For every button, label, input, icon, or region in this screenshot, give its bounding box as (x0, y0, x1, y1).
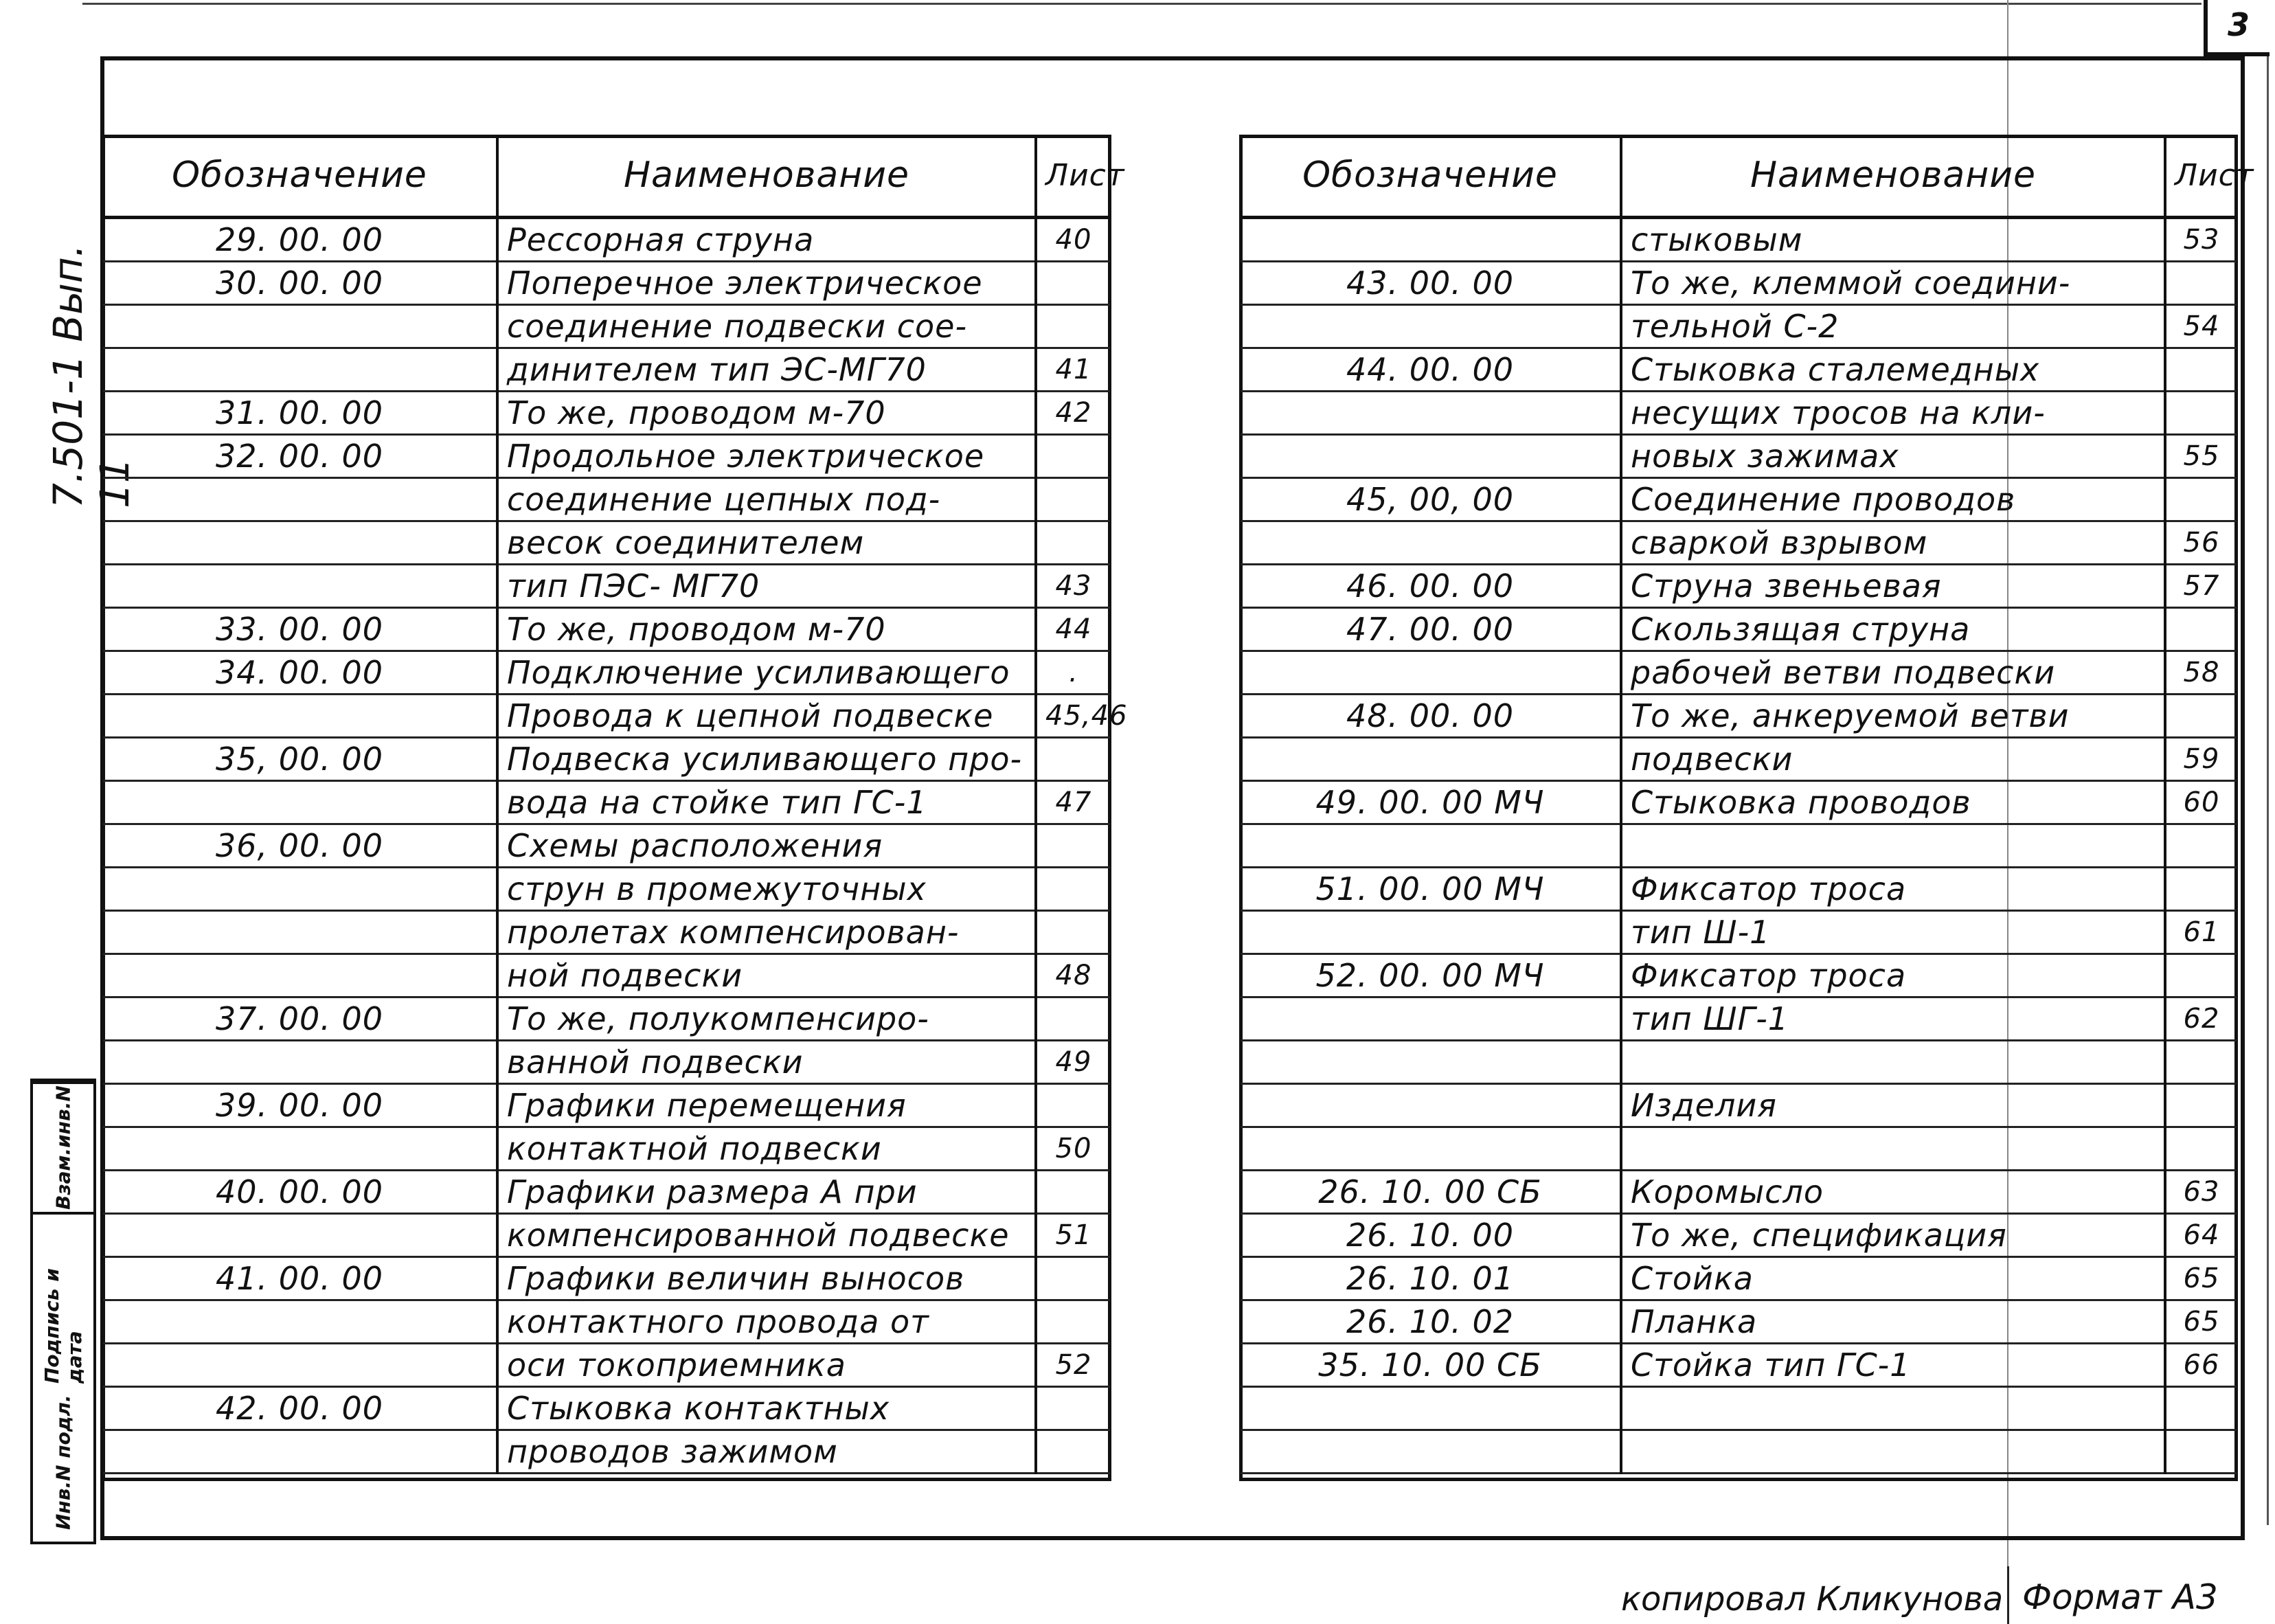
cell-name: динителем тип ЭС-МГ70 (497, 348, 1036, 392)
cell-name: Продольное электрическое (497, 435, 1036, 478)
cell-name (1621, 1387, 2165, 1430)
cell-sheet (1036, 1084, 1110, 1127)
table-row (103, 738, 1110, 781)
cell-designation (1241, 218, 1621, 262)
cell-designation: 36, 00. 00 (103, 824, 497, 868)
table-row (103, 262, 1110, 305)
footer-separator (2007, 1566, 2009, 1624)
cell-designation (1241, 392, 1621, 435)
cell-name: То же, спецификация (1621, 1214, 2165, 1257)
table-row (1241, 868, 2237, 911)
cell-designation (103, 1300, 497, 1344)
cell-sheet (2165, 1430, 2237, 1474)
cell-sheet: 48 (1036, 954, 1110, 997)
cell-sheet: 65 (2165, 1300, 2237, 1344)
cell-designation: 29. 00. 00 (103, 218, 497, 262)
cell-designation (1241, 1127, 1621, 1171)
table-row (1241, 392, 2237, 435)
cell-name: оси токоприемника (497, 1344, 1036, 1387)
cell-name (1621, 1127, 2165, 1171)
cell-name: Скользящая струна (1621, 608, 2165, 651)
table-row (1241, 565, 2237, 608)
cell-sheet: 43 (1036, 565, 1110, 608)
cell-name: ной подвески (497, 954, 1036, 997)
cell-designation: 40. 00. 00 (103, 1171, 497, 1214)
cell-name: тельной С-2 (1621, 305, 2165, 348)
cell-sheet (1036, 997, 1110, 1041)
cell-sheet (1036, 911, 1110, 954)
cell-sheet (1036, 868, 1110, 911)
copied-by-note: копировал Кликунова (1621, 1580, 2004, 1619)
cell-name: Подключение усиливающего (497, 651, 1036, 695)
cell-designation (103, 1344, 497, 1387)
table-row (103, 1041, 1110, 1084)
cell-designation: 31. 00. 00 (103, 392, 497, 435)
cell-sheet: 40 (1036, 218, 1110, 262)
table-row (103, 1171, 1110, 1214)
cell-sheet (2165, 478, 2237, 521)
cell-name: Графики перемещения (497, 1084, 1036, 1127)
cell-designation: 35. 10. 00 СБ (1241, 1344, 1621, 1387)
table-row (1241, 781, 2237, 824)
header-name: Наименование (497, 135, 1036, 218)
cell-designation (103, 348, 497, 392)
cell-designation: 44. 00. 00 (1241, 348, 1621, 392)
cell-designation: 26. 10. 00 (1241, 1214, 1621, 1257)
cell-sheet: 53 (2165, 218, 2237, 262)
cell-name: несущих тросов на кли- (1621, 392, 2165, 435)
cell-designation (1241, 997, 1621, 1041)
table-row (103, 1300, 1110, 1344)
cell-designation: 52. 00. 00 МЧ (1241, 954, 1621, 997)
table-row (103, 1214, 1110, 1257)
cell-name: контактного провода от (497, 1300, 1036, 1344)
table-row (1241, 954, 2237, 997)
cell-designation: 33. 00. 00 (103, 608, 497, 651)
cell-designation (103, 521, 497, 565)
cell-designation (1241, 1430, 1621, 1474)
cell-name: тип Ш-1 (1621, 911, 2165, 954)
cell-sheet (2165, 392, 2237, 435)
cell-sheet: 66 (2165, 1344, 2237, 1387)
cell-name: контактной подвески (497, 1127, 1036, 1171)
cell-designation (1241, 305, 1621, 348)
right-edge-line (2267, 55, 2269, 1525)
cell-name: Изделия (1621, 1084, 2165, 1127)
cell-sheet (2165, 868, 2237, 911)
cell-designation (103, 781, 497, 824)
table-row (1241, 305, 2237, 348)
table-row (103, 1084, 1110, 1127)
cell-designation: 39. 00. 00 (103, 1084, 497, 1127)
cell-name: соединение цепных под- (497, 478, 1036, 521)
header-sheet: Лист (1036, 135, 1110, 218)
cell-designation (103, 1127, 497, 1171)
table-row (1241, 911, 2237, 954)
cell-name: Подвеска усиливающего про- (497, 738, 1036, 781)
table-row (103, 435, 1110, 478)
cell-designation (103, 1430, 497, 1474)
cell-name: Провода к цепной подвеске (497, 695, 1036, 738)
table-row (103, 1387, 1110, 1430)
cell-sheet (2165, 1084, 2237, 1127)
table-row (1241, 695, 2237, 738)
cell-name: сваркой взрывом (1621, 521, 2165, 565)
table-row (103, 392, 1110, 435)
table-row (103, 1430, 1110, 1474)
cell-sheet (1036, 478, 1110, 521)
binding-cell-replacement: Взам.инв.N (33, 1081, 93, 1212)
cell-name: То же, анкеруемой ветви (1621, 695, 2165, 738)
table-row (1241, 478, 2237, 521)
cell-designation (1241, 911, 1621, 954)
cell-name: Соединение проводов (1621, 478, 2165, 521)
cell-name: Планка (1621, 1300, 2165, 1344)
cell-name: тип ШГ-1 (1621, 997, 2165, 1041)
cell-designation (103, 954, 497, 997)
cell-name: Стыковка сталемедных (1621, 348, 2165, 392)
cell-sheet (2165, 608, 2237, 651)
cell-sheet (1036, 1257, 1110, 1300)
table-row (103, 1257, 1110, 1300)
header-designation: Обозначение (1241, 135, 1621, 218)
cell-sheet: 65 (2165, 1257, 2237, 1300)
cell-name: Рессорная струна (497, 218, 1036, 262)
cell-designation (103, 565, 497, 608)
table-row (1241, 218, 2237, 262)
cell-name: ванной подвески (497, 1041, 1036, 1084)
cell-sheet: 49 (1036, 1041, 1110, 1084)
cell-designation: 48. 00. 00 (1241, 695, 1621, 738)
table-row (1241, 1300, 2237, 1344)
header-designation: Обозначение (103, 135, 497, 218)
cell-sheet: 55 (2165, 435, 2237, 478)
cell-name: тип ПЭС- МГ70 (497, 565, 1036, 608)
format-note: Формат А3 (2022, 1577, 2218, 1617)
table-row (103, 695, 1110, 738)
header-sheet: Лист (2165, 135, 2237, 218)
cell-designation (1241, 738, 1621, 781)
cell-name: подвески (1621, 738, 2165, 781)
cell-designation (103, 478, 497, 521)
table-row (103, 824, 1110, 868)
table-row (1241, 997, 2237, 1041)
cell-name: компенсированной подвеске (497, 1214, 1036, 1257)
cell-sheet: 51 (1036, 1214, 1110, 1257)
cell-designation: 35, 00. 00 (103, 738, 497, 781)
cell-designation (1241, 824, 1621, 868)
table-row (103, 1127, 1110, 1171)
cell-designation: 37. 00. 00 (103, 997, 497, 1041)
cell-name: струн в промежуточных (497, 868, 1036, 911)
cell-name (1621, 824, 2165, 868)
table-header-row (1241, 135, 2237, 218)
table-row (103, 651, 1110, 695)
cell-designation (103, 1214, 497, 1257)
table-row (1241, 1387, 2237, 1430)
table-row (1241, 1344, 2237, 1387)
cell-sheet (2165, 262, 2237, 305)
cell-name (1621, 1430, 2165, 1474)
cell-name: Схемы расположения (497, 824, 1036, 868)
cell-designation (1241, 1084, 1621, 1127)
cell-sheet: 56 (2165, 521, 2237, 565)
binding-strip (30, 1079, 96, 1544)
cell-name: Графики величин выносов (497, 1257, 1036, 1300)
binding-cell-inventory: Инв.N подл. (52, 1395, 75, 1531)
cell-designation (1241, 1387, 1621, 1430)
header-name: Наименование (1621, 135, 2165, 218)
cell-name: Стойка тип ГС-1 (1621, 1344, 2165, 1387)
cell-designation: 41. 00. 00 (103, 1257, 497, 1300)
right-table-body (1241, 218, 2237, 1474)
table-row (1241, 738, 2237, 781)
table-row (1241, 1214, 2237, 1257)
cell-sheet: . (1036, 651, 1110, 695)
cell-designation: 42. 00. 00 (103, 1387, 497, 1430)
cell-name: Графики размера А при (497, 1171, 1036, 1214)
document-code-stamp: 7.501-1 Вып. 11 (45, 244, 138, 508)
cell-sheet: 41 (1036, 348, 1110, 392)
cell-name: Стойка (1621, 1257, 2165, 1300)
table-row (103, 348, 1110, 392)
cell-sheet: 45,46 (1036, 695, 1110, 738)
cell-designation (1241, 521, 1621, 565)
cell-sheet (2165, 1041, 2237, 1084)
cell-sheet (1036, 521, 1110, 565)
cell-sheet (1036, 262, 1110, 305)
table-row (1241, 824, 2237, 868)
cell-sheet (1036, 1300, 1110, 1344)
table-row (103, 868, 1110, 911)
cell-designation (1241, 651, 1621, 695)
cell-sheet: 52 (1036, 1344, 1110, 1387)
cell-name: пролетах компенсирован- (497, 911, 1036, 954)
table-row (103, 565, 1110, 608)
cell-sheet (2165, 348, 2237, 392)
page-number: 3 (2204, 0, 2270, 56)
table-row (1241, 348, 2237, 392)
cell-designation: 34. 00. 00 (103, 651, 497, 695)
cell-designation: 46. 00. 00 (1241, 565, 1621, 608)
table-row (1241, 608, 2237, 651)
right-spec-table (1241, 135, 2254, 1474)
cell-designation (1241, 1041, 1621, 1084)
cell-name: рабочей ветви подвески (1621, 651, 2165, 695)
table-row (103, 521, 1110, 565)
cell-designation (103, 695, 497, 738)
cell-sheet (1036, 305, 1110, 348)
table-row (103, 954, 1110, 997)
cell-sheet (1036, 1171, 1110, 1214)
table-row (103, 781, 1110, 824)
cell-sheet (1036, 1387, 1110, 1430)
cell-name (1621, 1041, 2165, 1084)
cell-name: То же, проводом м-70 (497, 392, 1036, 435)
cell-designation (1241, 435, 1621, 478)
cell-name: То же, полукомпенсиро- (497, 997, 1036, 1041)
cell-designation: 51. 00. 00 МЧ (1241, 868, 1621, 911)
cell-name: Поперечное электрическое (497, 262, 1036, 305)
top-margin-line (82, 3, 2202, 5)
cell-designation: 49. 00. 00 МЧ (1241, 781, 1621, 824)
cell-name: вода на стойке тип ГС-1 (497, 781, 1036, 824)
cell-designation (103, 911, 497, 954)
cell-name: стыковым (1621, 218, 2165, 262)
cell-sheet: 64 (2165, 1214, 2237, 1257)
cell-designation: 26. 10. 02 (1241, 1300, 1621, 1344)
cell-designation (103, 305, 497, 348)
table-row (1241, 651, 2237, 695)
binding-cell-signature: Подпись и дата (33, 1212, 93, 1384)
cell-name: Стыковка проводов (1621, 781, 2165, 824)
cell-sheet: 58 (2165, 651, 2237, 695)
cell-sheet (2165, 1127, 2237, 1171)
cell-name: То же, клеммой соедини- (1621, 262, 2165, 305)
table-row (1241, 1171, 2237, 1214)
table-row (1241, 435, 2237, 478)
cell-sheet: 63 (2165, 1171, 2237, 1214)
cell-sheet: 42 (1036, 392, 1110, 435)
cell-sheet: 57 (2165, 565, 2237, 608)
cell-sheet: 59 (2165, 738, 2237, 781)
table-row (1241, 521, 2237, 565)
cell-sheet: 47 (1036, 781, 1110, 824)
left-table-body (103, 218, 1128, 1474)
table-row (103, 1344, 1110, 1387)
cell-name: Стыковка контактных (497, 1387, 1036, 1430)
cell-designation (103, 1041, 497, 1084)
cell-sheet (2165, 1387, 2237, 1430)
cell-sheet (2165, 954, 2237, 997)
cell-designation: 26. 10. 00 СБ (1241, 1171, 1621, 1214)
cell-name: Струна звеньевая (1621, 565, 2165, 608)
cell-designation: 32. 00. 00 (103, 435, 497, 478)
cell-sheet (1036, 1430, 1110, 1474)
cell-sheet (2165, 695, 2237, 738)
table-row (1241, 262, 2237, 305)
cell-sheet (1036, 824, 1110, 868)
cell-sheet (1036, 738, 1110, 781)
cell-name: новых зажимах (1621, 435, 2165, 478)
table-row (1241, 1041, 2237, 1084)
cell-name: весок соединителем (497, 521, 1036, 565)
cell-sheet: 54 (2165, 305, 2237, 348)
table-header-row (103, 135, 1110, 218)
table-row (103, 218, 1110, 262)
table-row (1241, 1084, 2237, 1127)
table-row (103, 478, 1110, 521)
cell-sheet: 62 (2165, 997, 2237, 1041)
cell-designation: 45, 00, 00 (1241, 478, 1621, 521)
cell-sheet (2165, 824, 2237, 868)
cell-sheet: 50 (1036, 1127, 1110, 1171)
table-row (1241, 1430, 2237, 1474)
table-row (103, 305, 1110, 348)
cell-designation (103, 868, 497, 911)
cell-name: соединение подвески сое- (497, 305, 1036, 348)
cell-name: проводов зажимом (497, 1430, 1036, 1474)
cell-designation: 47. 00. 00 (1241, 608, 1621, 651)
cell-name: То же, проводом м-70 (497, 608, 1036, 651)
table-row (1241, 1257, 2237, 1300)
table-row (103, 608, 1110, 651)
table-row (103, 911, 1110, 954)
cell-sheet (1036, 435, 1110, 478)
left-spec-table (103, 135, 1128, 1474)
cell-sheet: 44 (1036, 608, 1110, 651)
cell-designation: 30. 00. 00 (103, 262, 497, 305)
cell-name: Коромысло (1621, 1171, 2165, 1214)
cell-sheet: 61 (2165, 911, 2237, 954)
cell-designation: 43. 00. 00 (1241, 262, 1621, 305)
cell-name: Фиксатор троса (1621, 954, 2165, 997)
cell-sheet: 60 (2165, 781, 2237, 824)
cell-designation: 26. 10. 01 (1241, 1257, 1621, 1300)
table-row (1241, 1127, 2237, 1171)
cell-name: Фиксатор троса (1621, 868, 2165, 911)
table-row (103, 997, 1110, 1041)
